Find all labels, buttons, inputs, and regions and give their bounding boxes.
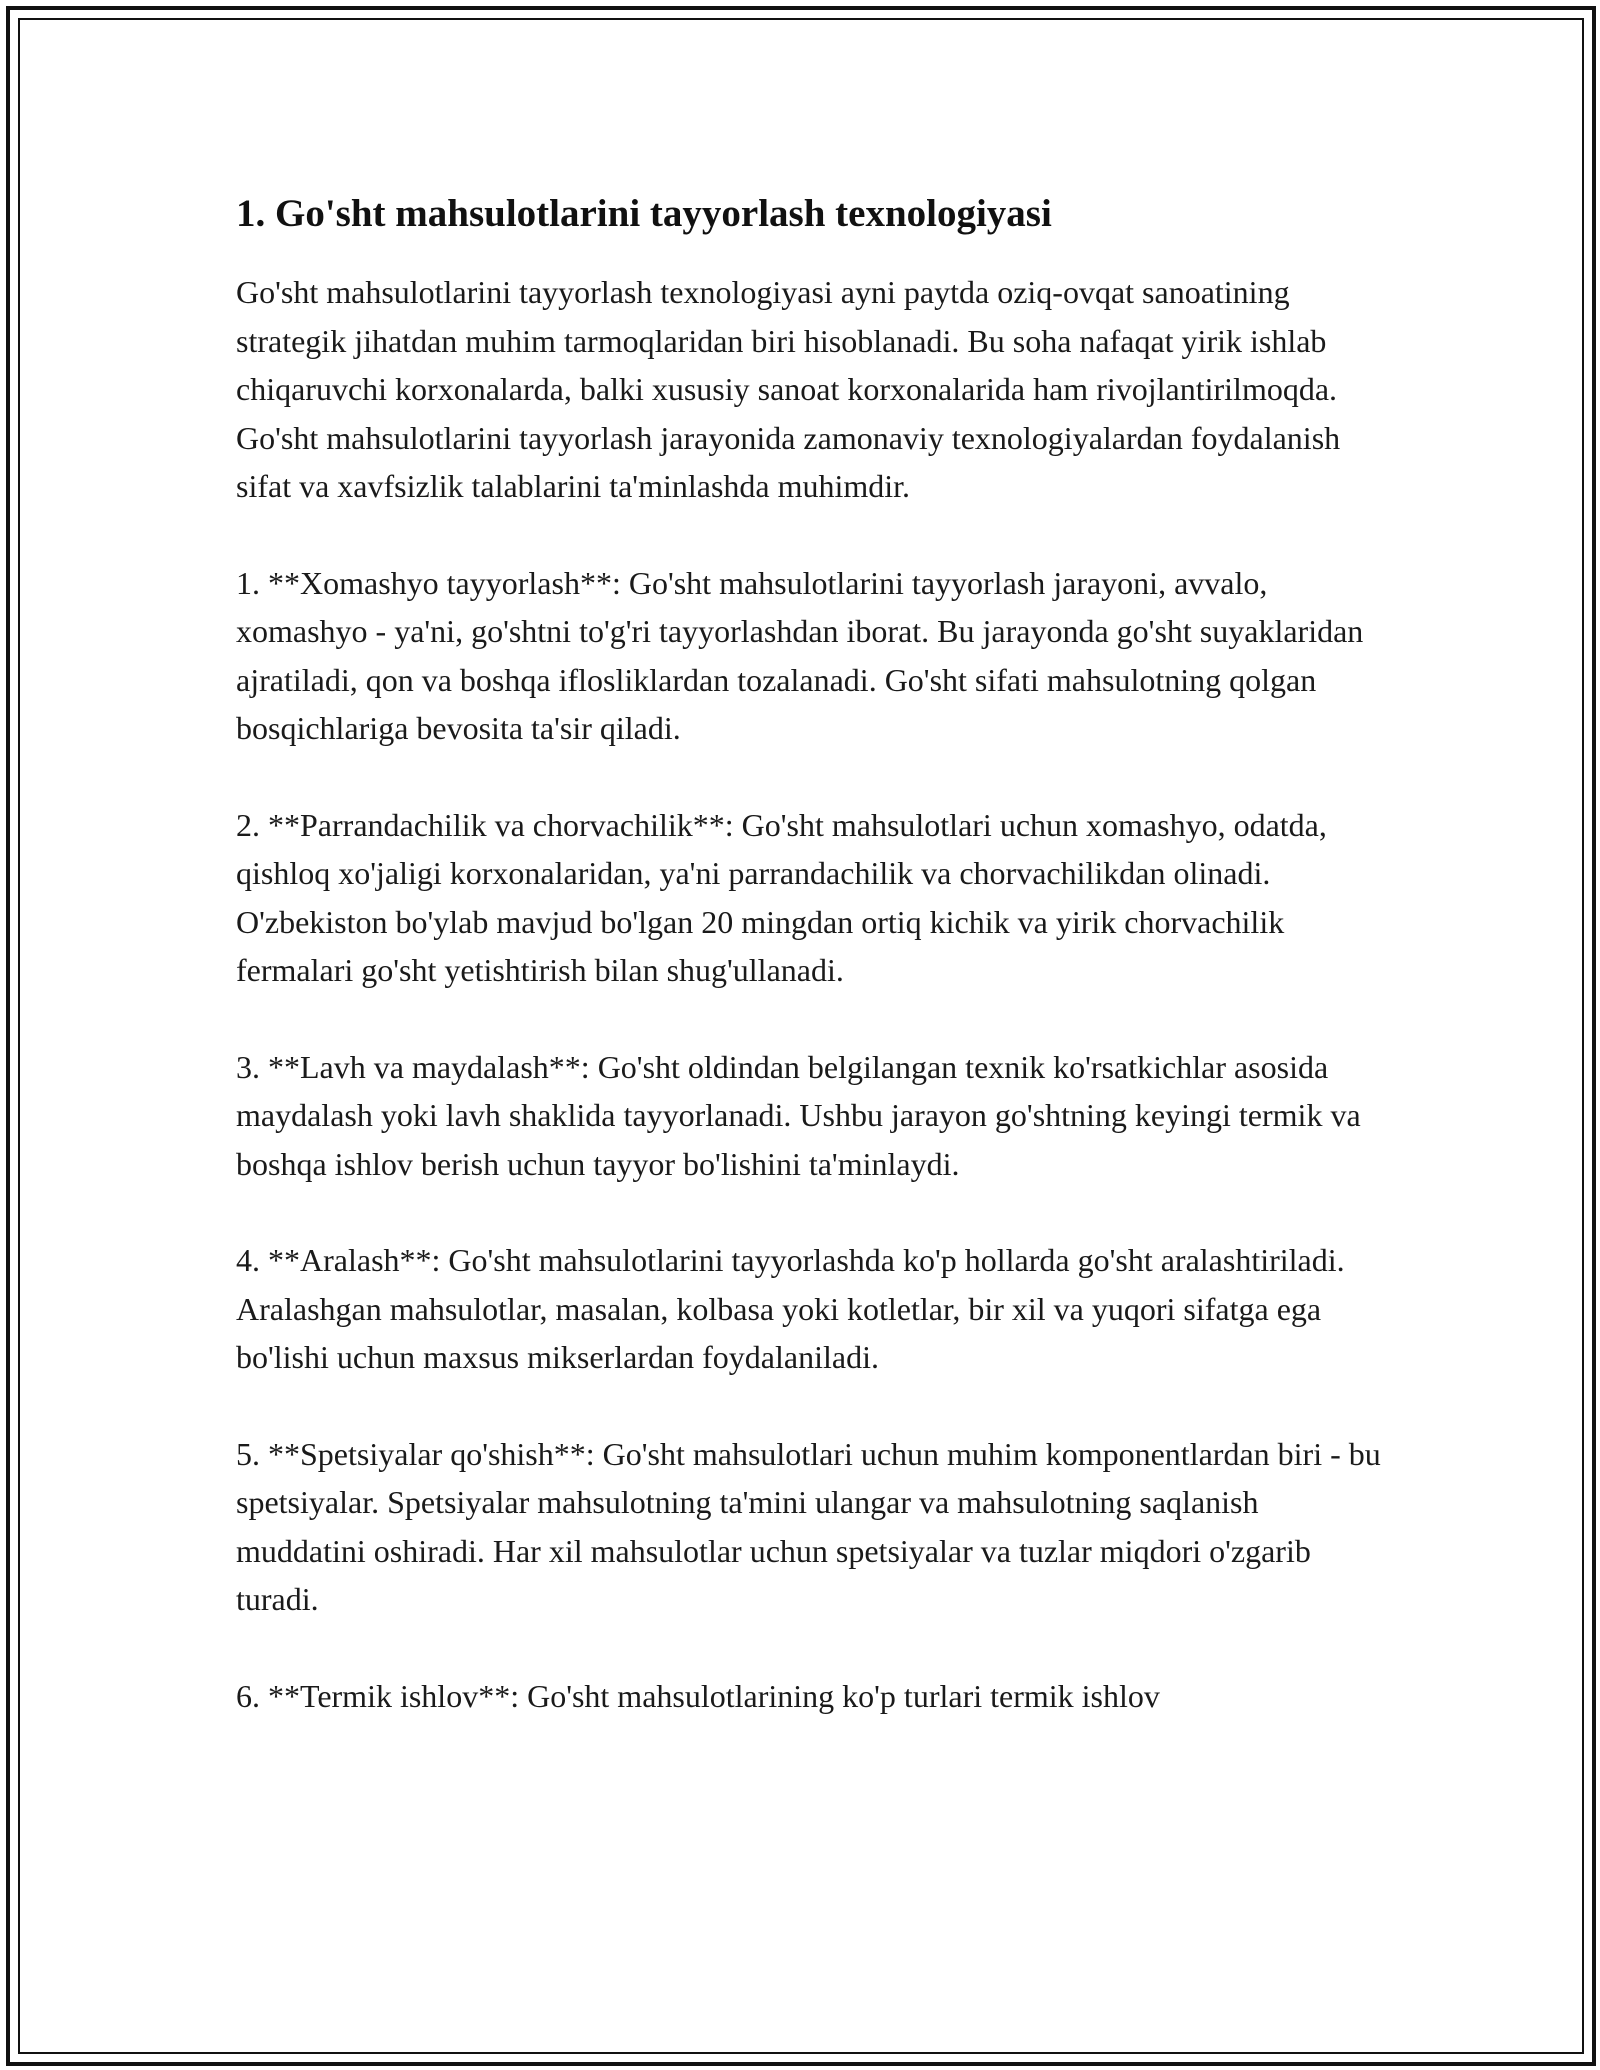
document-title: 1. Go'sht mahsulotlarini tayyorlash texnologiyasi	[236, 192, 1052, 235]
list-item-aralash: 4. **Aralash**: Go'sht mahsulotlarini tayyorlashda ko'p hollarda go'sht aralashtiriladi. Aralashgan mahsulotlar, masalan, kolbasa yoki kotletlar, bir xil va yuqori sifatga ega bo'lishi uchun maxsus mikserlardan foydalaniladi.	[236, 1242, 1345, 1375]
list-item-xomashyo: 1. **Xomashyo tayyorlash**: Go'sht mahsulotlarini tayyorlash jarayoni, avvalo, xomashyo - ya'ni, go'shtni to'g'ri tayyorlashdan iborat. Bu jarayonda go'sht suyaklaridan ajratiladi, qon va boshqa iflosliklardan tozalanadi. Go'sht sifati mahsulotning qolgan bosqichlariga bevosita ta'sir qiladi.	[236, 564, 1364, 746]
list-item-spetsiyalar: 5. **Spetsiyalar qo'shish**: Go'sht mahsulotlari uchun muhim komponentlardan biri - bu spetsiyalar. Spetsiyalar mahsulotning ta'mini ulangar va mahsulotning saqlanish muddatini oshiradi. Har xil mahsulotlar uchun spetsiyalar va tuzlar miqdori o'zgarib turadi.	[236, 1435, 1381, 1617]
list-item-parrandachilik: 2. **Parrandachilik va chorvachilik**: Go'sht mahsulotlari uchun xomashyo, odatda, qishloq xo'jaligi korxonalaridan, ya'ni parrandachilik va chorvachilikdan olinadi. O'zbekiston bo'ylab mavjud bo'lgan 20 mingdan ortiq kichik va yirik chorvachilik fermalari go'sht yetishtirish bilan shug'ullanadi.	[236, 806, 1327, 988]
intro-paragraph: Go'sht mahsulotlarini tayyorlash texnologiyasi ayni paytda oziq-ovqat sanoatining strategik jihatdan muhim tarmoqlaridan biri hisoblanadi. Bu soha nafaqat yirik ishlab chiqaruvchi korxonalarda, balki xususiy sanoat korxonalarida ham rivojlantirilmoqda. Go'sht mahsulotlarini tayyorlash jarayonida zamonaviy texnologiyalardan foydalanish sifat va xavfsizlik talablarini ta'minlashda muhimdir.	[236, 274, 1341, 504]
list-item-lavh: 3. **Lavh va maydalash**: Go'sht oldindan belgilangan texnik ko'rsatkichlar asosida maydalash yoki lavh shaklida tayyorlanadi. Ushbu jarayon go'shtning keyingi termik va boshqa ishlov berish uchun tayyor bo'lishini ta'minlaydi.	[236, 1048, 1361, 1182]
list-item-termik: 6. **Termik ishlov**: Go'sht mahsulotlarining ko'p turlari termik ishlov	[236, 1677, 1160, 1714]
document-body	[236, 188, 1386, 1768]
